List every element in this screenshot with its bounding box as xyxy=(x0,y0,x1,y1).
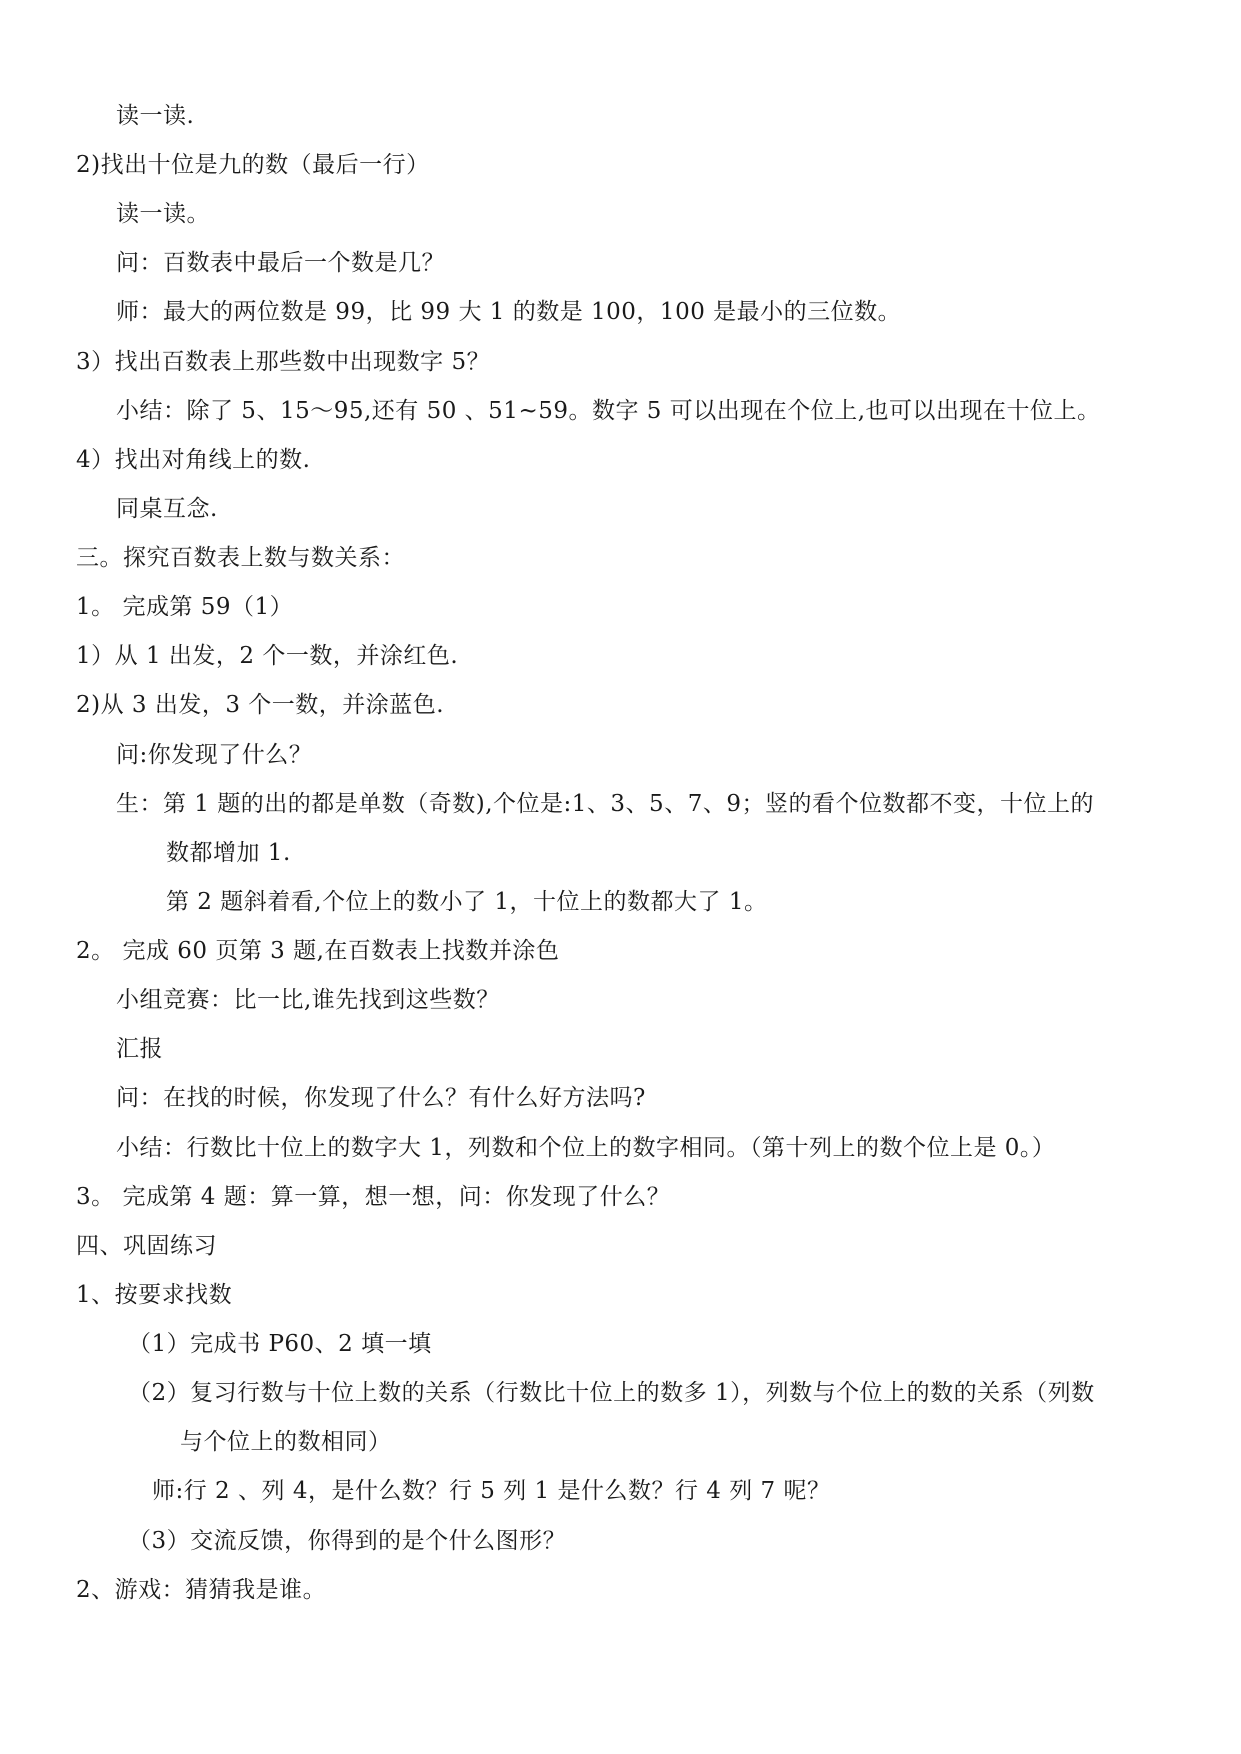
text-line: 2、游戏：猜猜我是谁。 xyxy=(76,1577,327,1603)
text-line: 3。 完成第 4 题：算一算，想一想，问：你发现了什么？ xyxy=(76,1184,671,1210)
text-line: （1）完成书 P60、2 填一填 xyxy=(128,1331,432,1357)
text-line: 生：第 1 题的出的都是单数（奇数),个位是:1、3、5、7、9；竖的看个位数都不变，十位上的 xyxy=(116,791,1094,817)
text-line: 小结：除了 5、15～95,还有 50 、51~59。数字 5 可以出现在个位上,也可以出现在十位上。 xyxy=(116,398,1101,424)
text-line: 同桌互念. xyxy=(116,496,218,522)
section-heading: 四、巩固练习 xyxy=(76,1233,217,1259)
text-line: （3）交流反馈，你得到的是个什么图形？ xyxy=(128,1528,567,1554)
text-line: 数都增加 1. xyxy=(166,840,291,866)
text-line: 师：最大的两位数是 99，比 99 大 1 的数是 100，100 是最小的三位数。 xyxy=(116,299,902,325)
text-line: 读一读. xyxy=(116,103,195,129)
text-line: 问:你发现了什么？ xyxy=(116,742,313,768)
text-line: 1）从 1 出发，2 个一数，并涂红色. xyxy=(76,643,459,669)
text-line: 2)从 3 出发，3 个一数，并涂蓝色. xyxy=(76,692,445,718)
text-line: 3）找出百数表上那些数中出现数字 5？ xyxy=(76,349,491,375)
text-line: 小结：行数比十位上的数字大 1，列数和个位上的数字相同。（第十列上的数个位上是 0。） xyxy=(116,1135,1056,1161)
text-line: 2。 完成 60 页第 3 题,在百数表上找数并涂色 xyxy=(76,938,560,964)
text-line: 读一读。 xyxy=(116,201,210,227)
text-line: 第 2 题斜着看,个位上的数小了 1，十位上的数都大了 1。 xyxy=(166,889,768,915)
text-line: 1、按要求找数 xyxy=(76,1282,233,1308)
text-line: 1。 完成第 59（1） xyxy=(76,594,294,620)
text-line: 2)找出十位是九的数（最后一行） xyxy=(76,152,430,178)
text-line: 问：百数表中最后一个数是几？ xyxy=(116,250,445,276)
text-line: 师:行 2 、列 4，是什么数？行 5 列 1 是什么数？行 4 列 7 呢？ xyxy=(152,1478,831,1504)
section-heading: 三。探究百数表上数与数关系： xyxy=(76,545,405,571)
text-line: 小组竞赛：比一比,谁先找到这些数？ xyxy=(116,987,500,1013)
text-line: 与个位上的数相同） xyxy=(180,1429,392,1455)
text-line: 4）找出对角线上的数. xyxy=(76,447,311,473)
text-line: 问：在找的时候，你发现了什么？有什么好方法吗? xyxy=(116,1085,646,1111)
text-line: （2）复习行数与十位上数的关系（行数比十位上的数多 1），列数与个位上的数的关系（列数 xyxy=(128,1380,1095,1406)
text-line: 汇报 xyxy=(116,1036,163,1062)
